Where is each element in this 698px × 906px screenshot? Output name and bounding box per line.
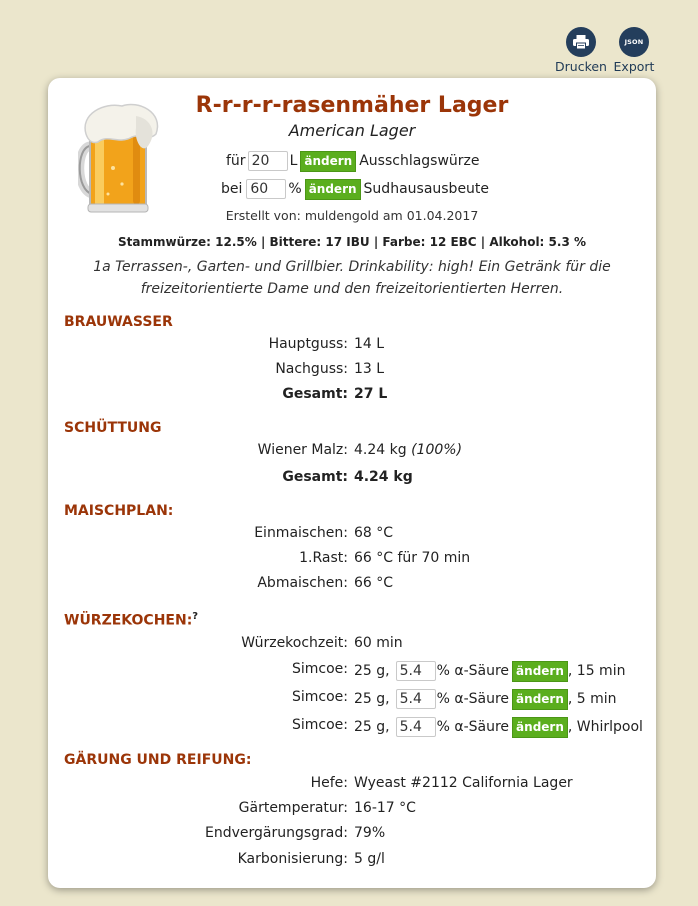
water-value: 27 L xyxy=(354,386,388,402)
fermentation-label: Endvergärungsgrad: xyxy=(205,825,348,841)
print-label: Drucken xyxy=(555,59,607,74)
hop-label: Simcoe: xyxy=(291,661,348,677)
water-label: Gesamt: xyxy=(282,386,348,402)
malt-total-label: Gesamt: xyxy=(282,469,348,485)
malt-label: Wiener Malz: xyxy=(257,442,348,458)
alpha-change-button[interactable]: ändern xyxy=(512,717,568,738)
efficiency-change-button[interactable]: ändern xyxy=(305,179,361,200)
mash-label: Einmaischen: xyxy=(254,525,348,541)
mash-row xyxy=(48,525,656,545)
malt-total-value: 4.24 kg xyxy=(354,469,413,485)
hop-timing: , 15 min xyxy=(567,663,626,679)
alpha-change-button[interactable]: ändern xyxy=(512,661,568,682)
hop-amount: 25 g, xyxy=(354,691,390,707)
fermentation-label: Hefe: xyxy=(310,775,348,791)
alpha-acid-input[interactable] xyxy=(396,661,436,681)
help-icon[interactable]: ? xyxy=(192,611,199,622)
alpha-acid-input[interactable] xyxy=(396,717,436,737)
fermentation-label: Karbonisierung: xyxy=(237,851,348,867)
fermentation-row xyxy=(48,800,656,820)
hop-row xyxy=(48,658,656,684)
alpha-acid-unit: % α-Säure xyxy=(436,719,510,735)
volume-control xyxy=(226,149,480,173)
volume-unit: L xyxy=(289,153,298,169)
malt-amount: 4.24 kg xyxy=(354,442,407,458)
malt-row xyxy=(48,442,656,462)
fermentation-row xyxy=(48,775,656,795)
water-label: Nachguss: xyxy=(275,361,348,377)
section-wuerzekochen: WÜRZEKOCHEN:? xyxy=(64,611,199,629)
mash-value: 66 °C für 70 min xyxy=(354,550,471,566)
mash-value: 66 °C xyxy=(354,575,394,591)
mash-row xyxy=(48,575,656,595)
volume-change-button[interactable]: ändern xyxy=(300,151,356,172)
section-gaerung: GÄRUNG UND REIFUNG: xyxy=(64,752,252,768)
print-button[interactable] xyxy=(551,27,611,74)
recipe-stats: Stammwürze: 12.5% | Bittere: 17 IBU | Farbe: 12 EBC | Alkohol: 5.3 % xyxy=(118,235,586,249)
fermentation-value: 5 g/l xyxy=(354,851,385,867)
water-total-row xyxy=(48,386,656,406)
efficiency-prefix: bei xyxy=(221,181,243,197)
water-row xyxy=(48,336,656,356)
json-icon: JSON xyxy=(619,27,649,57)
volume-input[interactable] xyxy=(248,151,288,171)
mash-label: 1.Rast: xyxy=(299,550,348,566)
volume-suffix: Ausschlagswürze xyxy=(359,153,480,169)
fermentation-value: 16-17 °C xyxy=(354,800,416,816)
fermentation-row xyxy=(48,851,656,871)
water-row xyxy=(48,361,656,381)
mash-value: 68 °C xyxy=(354,525,394,541)
hop-label: Simcoe: xyxy=(291,717,348,733)
fermentation-row xyxy=(48,825,656,845)
boil-time-label: Würzekochzeit: xyxy=(241,635,348,651)
alpha-acid-unit: % α-Säure xyxy=(436,691,510,707)
alpha-acid-unit: % α-Säure xyxy=(436,663,510,679)
alpha-acid-input[interactable] xyxy=(396,689,436,709)
hop-row xyxy=(48,714,656,740)
section-maischplan: MAISCHPLAN: xyxy=(64,503,174,519)
boil-time-value: 60 min xyxy=(354,635,403,651)
hop-row xyxy=(48,686,656,712)
hop-timing: , Whirlpool xyxy=(567,719,643,735)
efficiency-input[interactable] xyxy=(246,179,286,199)
hop-label: Simcoe: xyxy=(291,689,348,705)
water-label: Hauptguss: xyxy=(268,336,348,352)
export-json-button[interactable] xyxy=(604,27,664,74)
section-brauwasser: BRAUWASSER xyxy=(64,314,173,330)
alpha-change-button[interactable]: ändern xyxy=(512,689,568,710)
mash-row xyxy=(48,550,656,570)
hop-amount: 25 g, xyxy=(354,663,390,679)
efficiency-unit: % xyxy=(288,181,302,197)
hop-amount: 25 g, xyxy=(354,719,390,735)
hop-timing: , 5 min xyxy=(567,691,617,707)
water-value: 13 L xyxy=(354,361,385,377)
recipe-style: American Lager xyxy=(288,121,416,140)
boil-time-row xyxy=(48,635,656,655)
printer-icon xyxy=(566,27,596,57)
recipe-description: 1a Terrassen-, Garten- und Grillbier. Drinkability: high! Ein Getränk für die freizeitorientierte Dame und den freizeitorientierten Herren. xyxy=(93,259,611,297)
efficiency-suffix: Sudhausausbeute xyxy=(363,181,490,197)
fermentation-label: Gärtemperatur: xyxy=(238,800,348,816)
section-schuettung: SCHÜTTUNG xyxy=(64,420,162,436)
recipe-card xyxy=(48,78,656,888)
mash-label: Abmaischen: xyxy=(257,575,348,591)
created-info: Erstellt von: muldengold am 01.04.2017 xyxy=(225,208,479,223)
malt-percent: (100%) xyxy=(411,442,463,458)
malt-total-row xyxy=(48,469,656,489)
fermentation-value: Wyeast #2112 California Lager xyxy=(354,775,573,791)
recipe-title: R-r-r-r-rasenmäher Lager xyxy=(195,93,509,118)
volume-prefix: für xyxy=(226,153,246,169)
water-value: 14 L xyxy=(354,336,385,352)
efficiency-control xyxy=(221,177,489,201)
fermentation-value: 79% xyxy=(354,825,386,841)
export-label: Export xyxy=(613,59,655,74)
